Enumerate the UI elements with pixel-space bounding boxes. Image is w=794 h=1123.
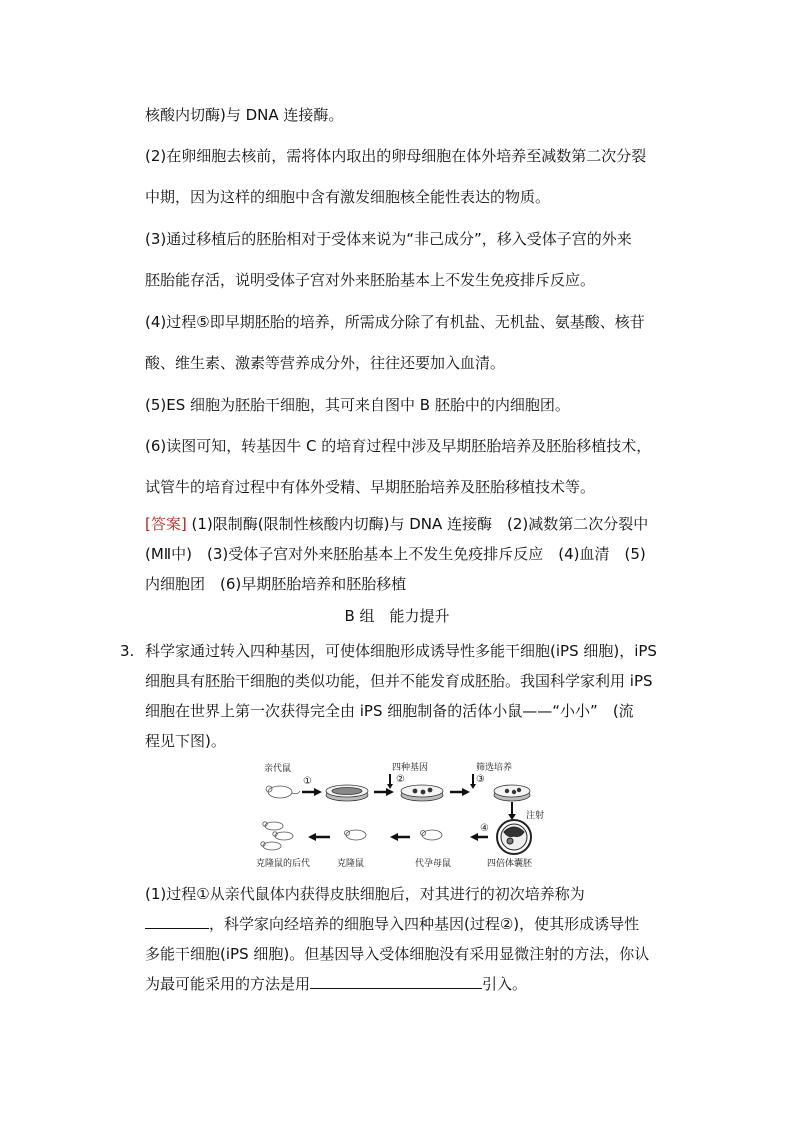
- mouse-icon: [266, 786, 300, 798]
- culture-dish-icon: [326, 785, 368, 801]
- label-tetraploid: 四倍体囊胚: [487, 859, 533, 869]
- answer-line-1: [145, 514, 648, 534]
- line-2: (2)在卵细胞去核前，需将体内取出的卵母细胞在体外培养至减数第二次分裂: [145, 147, 647, 165]
- label-parent-mouse: 亲代鼠: [264, 764, 292, 774]
- question-line-3: 细胞在世界上第一次获得完全由 iPS 细胞制备的活体小鼠——“小小” (流: [145, 702, 634, 720]
- step-1: ①: [303, 776, 312, 787]
- label-clone: 克隆鼠: [337, 859, 365, 869]
- arrow-down-icon: [508, 802, 516, 820]
- line-5: 胚胎能存活，说明受体子宫对外来胚胎基本上不发生免疫排斥反应。: [145, 271, 596, 289]
- answer-tag: [答案]: [145, 515, 187, 533]
- arrow-right-icon: [302, 788, 322, 796]
- section-title: B 组 能力提升: [344, 607, 450, 625]
- step-2: ②: [396, 774, 405, 785]
- sub-question-line-4: [145, 974, 527, 994]
- question-number: 3.: [120, 642, 135, 660]
- label-screen-culture: 筛选培养: [476, 763, 513, 773]
- line-9: (6)读图可知，转基因牛 C 的培育过程中涉及早期胚胎培养及胚胎移植技术，: [145, 437, 652, 455]
- mouse-icon: [345, 830, 367, 840]
- arrow-left-icon: [470, 833, 488, 841]
- sub-question-text-4: 为最可能采用的方法是用: [145, 975, 311, 993]
- answer-blank-1[interactable]: [145, 914, 209, 929]
- line-8: (5)ES 细胞为胚胎干细胞，其可来自图中 B 胚胎中的内细胞团。: [145, 396, 570, 414]
- sub-question-text-5: 引入。: [482, 975, 528, 993]
- blastocyst-icon: [497, 820, 531, 854]
- arrow-right-icon: [374, 774, 394, 796]
- mouse-icon: [421, 830, 443, 840]
- arrow-left-icon: [390, 833, 410, 841]
- label-surrogate: 代孕母鼠: [415, 859, 452, 869]
- sub-question-line-1: (1)过程①从亲代鼠体内获得皮肤细胞后，对其进行的初次培养称为: [145, 885, 585, 903]
- question-line-1: 科学家通过转入四种基因，可使体细胞形成诱导性多能干细胞(iPS 细胞)，iPS: [145, 642, 657, 660]
- line-10: 试管牛的培育过程中有体外受精、早期胚胎培养及胚胎移植技术等。: [145, 478, 596, 496]
- answer-text-1: (1)限制酶(限制性核酸内切酶)与 DNA 连接酶 (2)减数第二次分裂中: [186, 515, 649, 533]
- culture-dish-icon: [401, 785, 443, 801]
- sub-question-line-3: 多能干细胞(iPS 细胞)。但基因导入受体细胞没有采用显微注射的方法，你认: [145, 945, 650, 963]
- step-3: ③: [476, 774, 485, 785]
- arrow-left-icon: [308, 833, 330, 841]
- flow-diagram: [250, 758, 550, 873]
- line-6: (4)过程⑤即早期胚胎的培养，所需成分除了有机盐、无机盐、氨基酸、核苷: [145, 313, 645, 331]
- sub-question-text-2: ，科学家向经培养的细胞导入四种基因(过程②)，使其形成诱导性: [209, 915, 640, 933]
- step-4: ④: [480, 823, 489, 834]
- answer-line-3: 内细胞团 (6)早期胚胎培养和胚胎移植: [145, 575, 407, 593]
- arrow-right-icon: [450, 774, 476, 796]
- label-inject: 注射: [526, 811, 545, 821]
- line-4: (3)通过移植后的胚胎相对于受体来说为“非己成分”，移入受体子宫的外来: [145, 230, 632, 248]
- answer-line-2: (MⅡ中) (3)受体子宫对外来胚胎基本上不发生免疫排斥反应 (4)血清 (5): [145, 545, 646, 563]
- question-line-2: 细胞具有胚胎干细胞的类似功能，但并不能发育成胚胎。我国科学家利用 iPS: [145, 672, 653, 690]
- sub-question-line-2: [145, 914, 639, 934]
- label-four-genes: 四种基因: [392, 763, 429, 773]
- mice-group-icon: [261, 822, 293, 850]
- line-3: 中期，因为这样的细胞中含有激发细胞核全能性表达的物质。: [145, 188, 551, 206]
- question-line-4: 程见下图)。: [145, 732, 226, 750]
- culture-dish-icon: [494, 785, 530, 801]
- label-clone-offspring: 克隆鼠的后代: [256, 859, 311, 869]
- line-7: 酸、维生素、激素等营养成分外，往往还要加入血清。: [145, 354, 506, 372]
- line-1: 核酸内切酶)与 DNA 连接酶。: [145, 106, 344, 124]
- answer-blank-2[interactable]: [310, 974, 482, 989]
